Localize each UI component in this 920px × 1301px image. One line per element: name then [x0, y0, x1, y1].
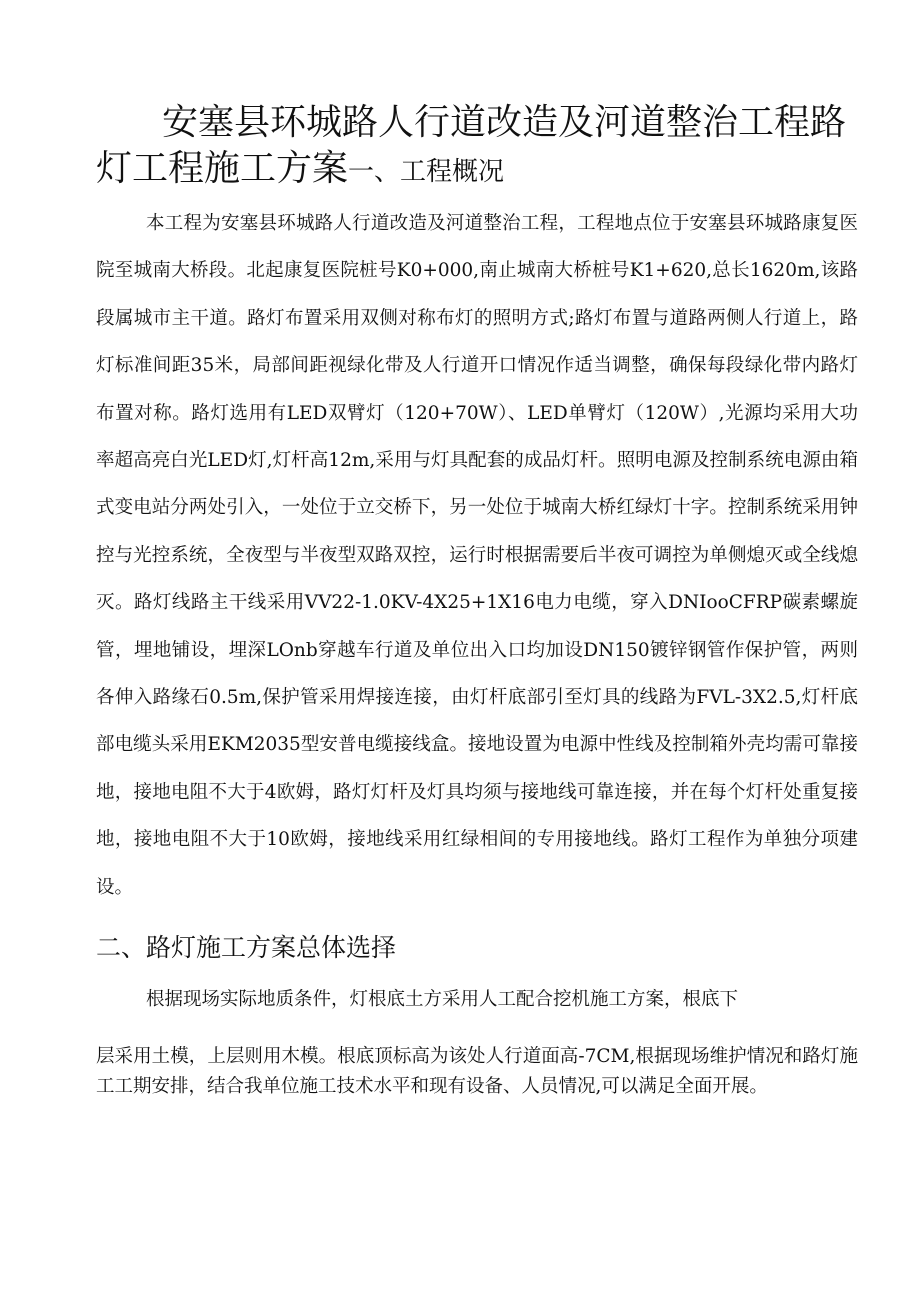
title-main: 安塞县环城路人行道改造及河道整治工程路灯工程施工方案 — [96, 102, 847, 189]
section1-heading: 一、工程概况 — [348, 157, 505, 187]
section2-paragraph-first-line: 根据现场实际地质条件，灯根底土方采用人工配合挖机施工方案，根底下 — [146, 989, 739, 1010]
section2-heading: 二、路灯施工方案总体选择 — [96, 933, 397, 962]
document-title — [96, 100, 866, 195]
section1-paragraph: 本工程为安塞县环城路人行道改造及河道整治工程，工程地点位于安塞县环城路康复医院至城南大桥段。北起康复医院桩号K0+000,南止城南大桥桩号K1+620,总长1620m,该路段属城市主干道。路灯布置采用双侧对称布灯的照明方式;路灯布置与道路两侧人行道上，路灯标准间距35米，局部间距视绿化带及人行道开口情况作适当调整，确保每段绿化带内路灯布置对称。路灯选用有LED双臂灯（120+70W）、LED单臂灯（120W）,光源均采用大功率超高亮白光LED灯,灯杆高12m,采用与灯具配套的成品灯杆。照明电源及控制系统电源由箱式变电站分两处引入，一处位于立交桥下，另一处位于城南大桥红绿灯十字。控制系统采用钟控与光控系统，全夜型与半夜型双路双控，运行时根据需要后半夜可调控为单侧熄灭或全线熄灭。路灯线路主干线采用VV22-1.0KV-4X25+1X16电力电缆，穿入DNIooCFRP碳素螺旋管，埋地铺设，埋深LOnb穿越车行道及单位出入口均加设DN150镀锌钢管作保护管，两则各伸入路缘石0.5m,保护管采用焊接连接，由灯杆底部引至灯具的线路为FVL-3X2.5,灯杆底部电缆头采用EKM2035型安普电缆接线盒。接地设置为电源中性线及控制箱外壳均需可靠接地，接地电阻不大于4欧姆，路灯灯杆及灯具均须与接地线可靠连接，并在每个灯杆处重复接地，接地电阻不大于10欧姆，接地线采用红绿相间的专用接地线。路灯工程作为单独分项建设。 — [96, 213, 858, 898]
section2-paragraph-continued: 层采用土模，上层则用木模。根底顶标高为该处人行道面高-7CM,根据现场维护情况和路灯施工工期安排，结合我单位施工技术水平和现有设备、人员情况,可以满足全面开展。 — [96, 1046, 858, 1097]
